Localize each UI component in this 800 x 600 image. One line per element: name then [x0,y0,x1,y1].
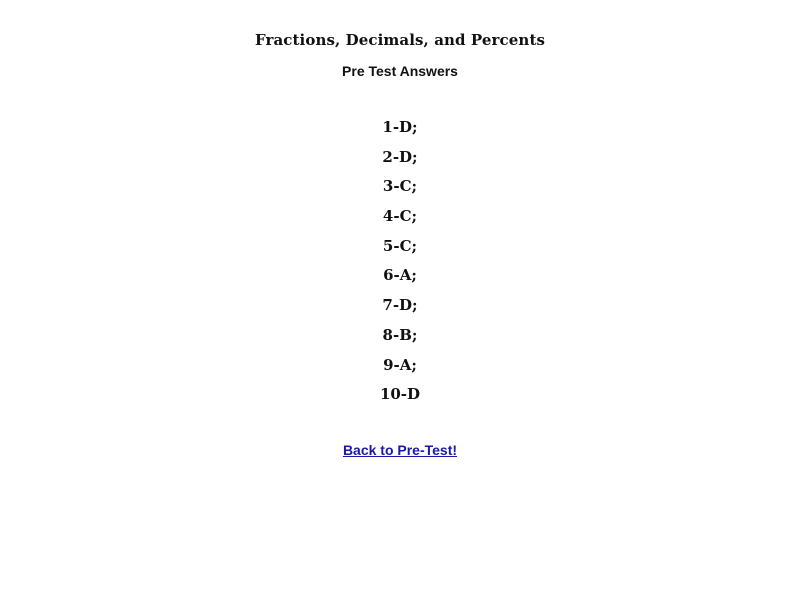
answer-list [0,117,800,414]
answer-item: 10-D [379,385,421,404]
page-title: Fractions, Decimals, and Percents [254,31,546,49]
back-link-container [0,442,800,458]
answer-item: 4-C; [382,207,418,226]
answer-item: 2-D; [382,147,418,166]
back-to-pretest-link[interactable]: Back to Pre-Test! [342,442,458,458]
answer-item: 7-D; [382,296,418,315]
answer-item: 5-C; [382,236,418,255]
answer-item: 8-B; [382,325,418,344]
answer-item: 6-A; [383,266,417,285]
answer-item: 9-A; [383,355,417,374]
answer-item: 1-D; [382,118,418,136]
answer-item: 3-C; [382,177,418,196]
page-subtitle: Pre Test Answers [342,63,458,79]
